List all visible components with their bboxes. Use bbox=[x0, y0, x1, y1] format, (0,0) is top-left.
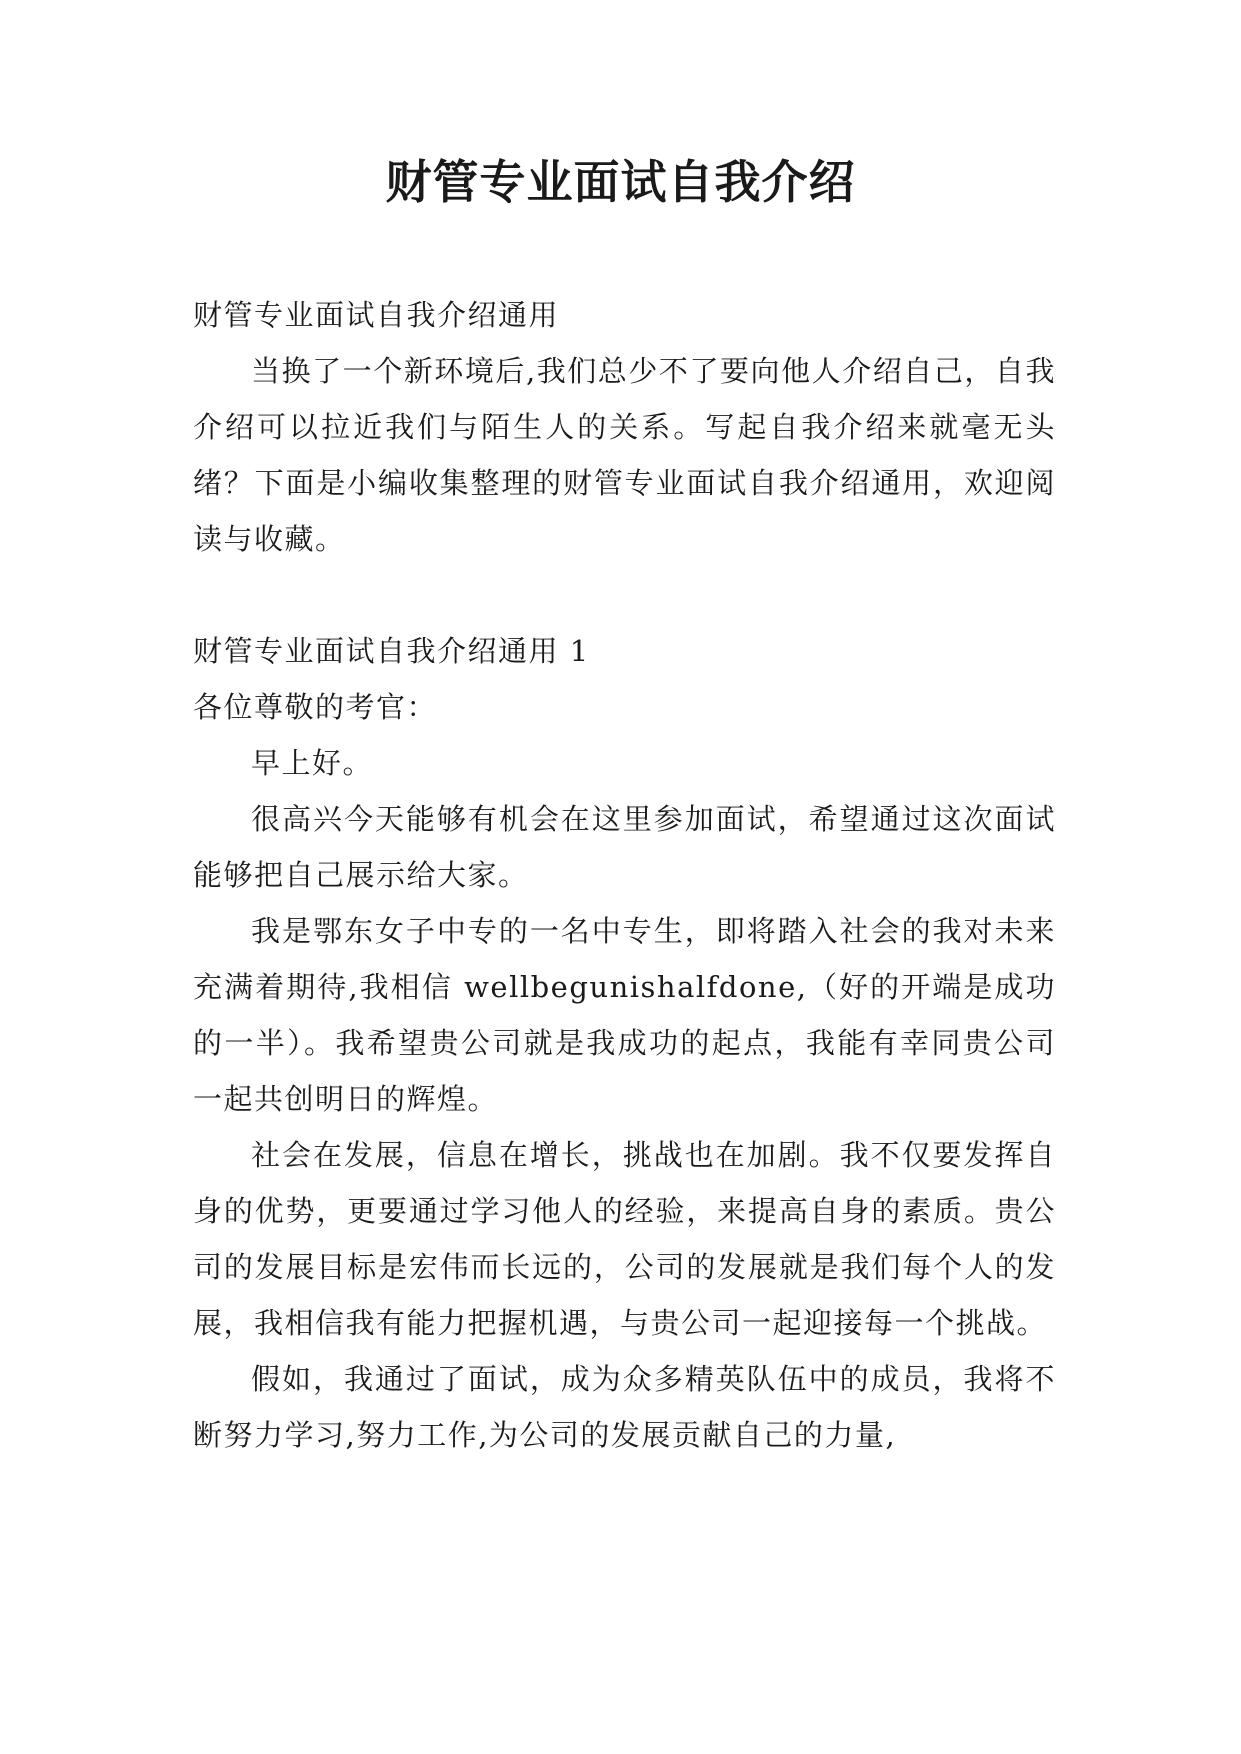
section-heading: 财管专业面试自我介绍通用 1 bbox=[193, 634, 590, 668]
salutation: 各位尊敬的考官： bbox=[193, 690, 438, 724]
document-title: 财管专业面试自我介绍 bbox=[385, 155, 856, 209]
body-paragraph: 假如，我通过了面试，成为众多精英队伍中的成员，我将不断努力学习,努力工作,为公司的发展贡献自己的力量, bbox=[193, 1362, 1056, 1452]
body-paragraph: 早上好。 bbox=[251, 746, 374, 780]
body-paragraph: 很高兴今天能够有机会在这里参加面试，希望通过这次面试能够把自己展示给大家。 bbox=[193, 802, 1056, 892]
body-paragraph: 社会在发展，信息在增长，挑战也在加剧。我不仅要发挥自身的优势，更要通过学习他人的经验，来提高自身的素质。贵公司的发展目标是宏伟而长远的，公司的发展就是我们每个人的发展，我相信我有能力把握机遇，与贵公司一起迎接每一个挑战。 bbox=[193, 1138, 1056, 1340]
body-paragraph: 我是鄂东女子中专的一名中专生，即将踏入社会的我对未来充满着期待,我相信 wellbegunishalfdone,（好的开端是成功的一半）。我希望贵公司就是我成功的起点，我能有幸同贵公司一起共创明日的辉煌。 bbox=[193, 914, 1056, 1116]
document-body bbox=[193, 287, 1056, 1463]
intro-paragraph: 当换了一个新环境后,我们总少不了要向他人介绍自己，自我介绍可以拉近我们与陌生人的关系。写起自我介绍来就毫无头绪？下面是小编收集整理的财管专业面试自我介绍通用，欢迎阅读与收藏。 bbox=[193, 354, 1056, 556]
intro-heading: 财管专业面试自我介绍通用 bbox=[193, 298, 560, 332]
